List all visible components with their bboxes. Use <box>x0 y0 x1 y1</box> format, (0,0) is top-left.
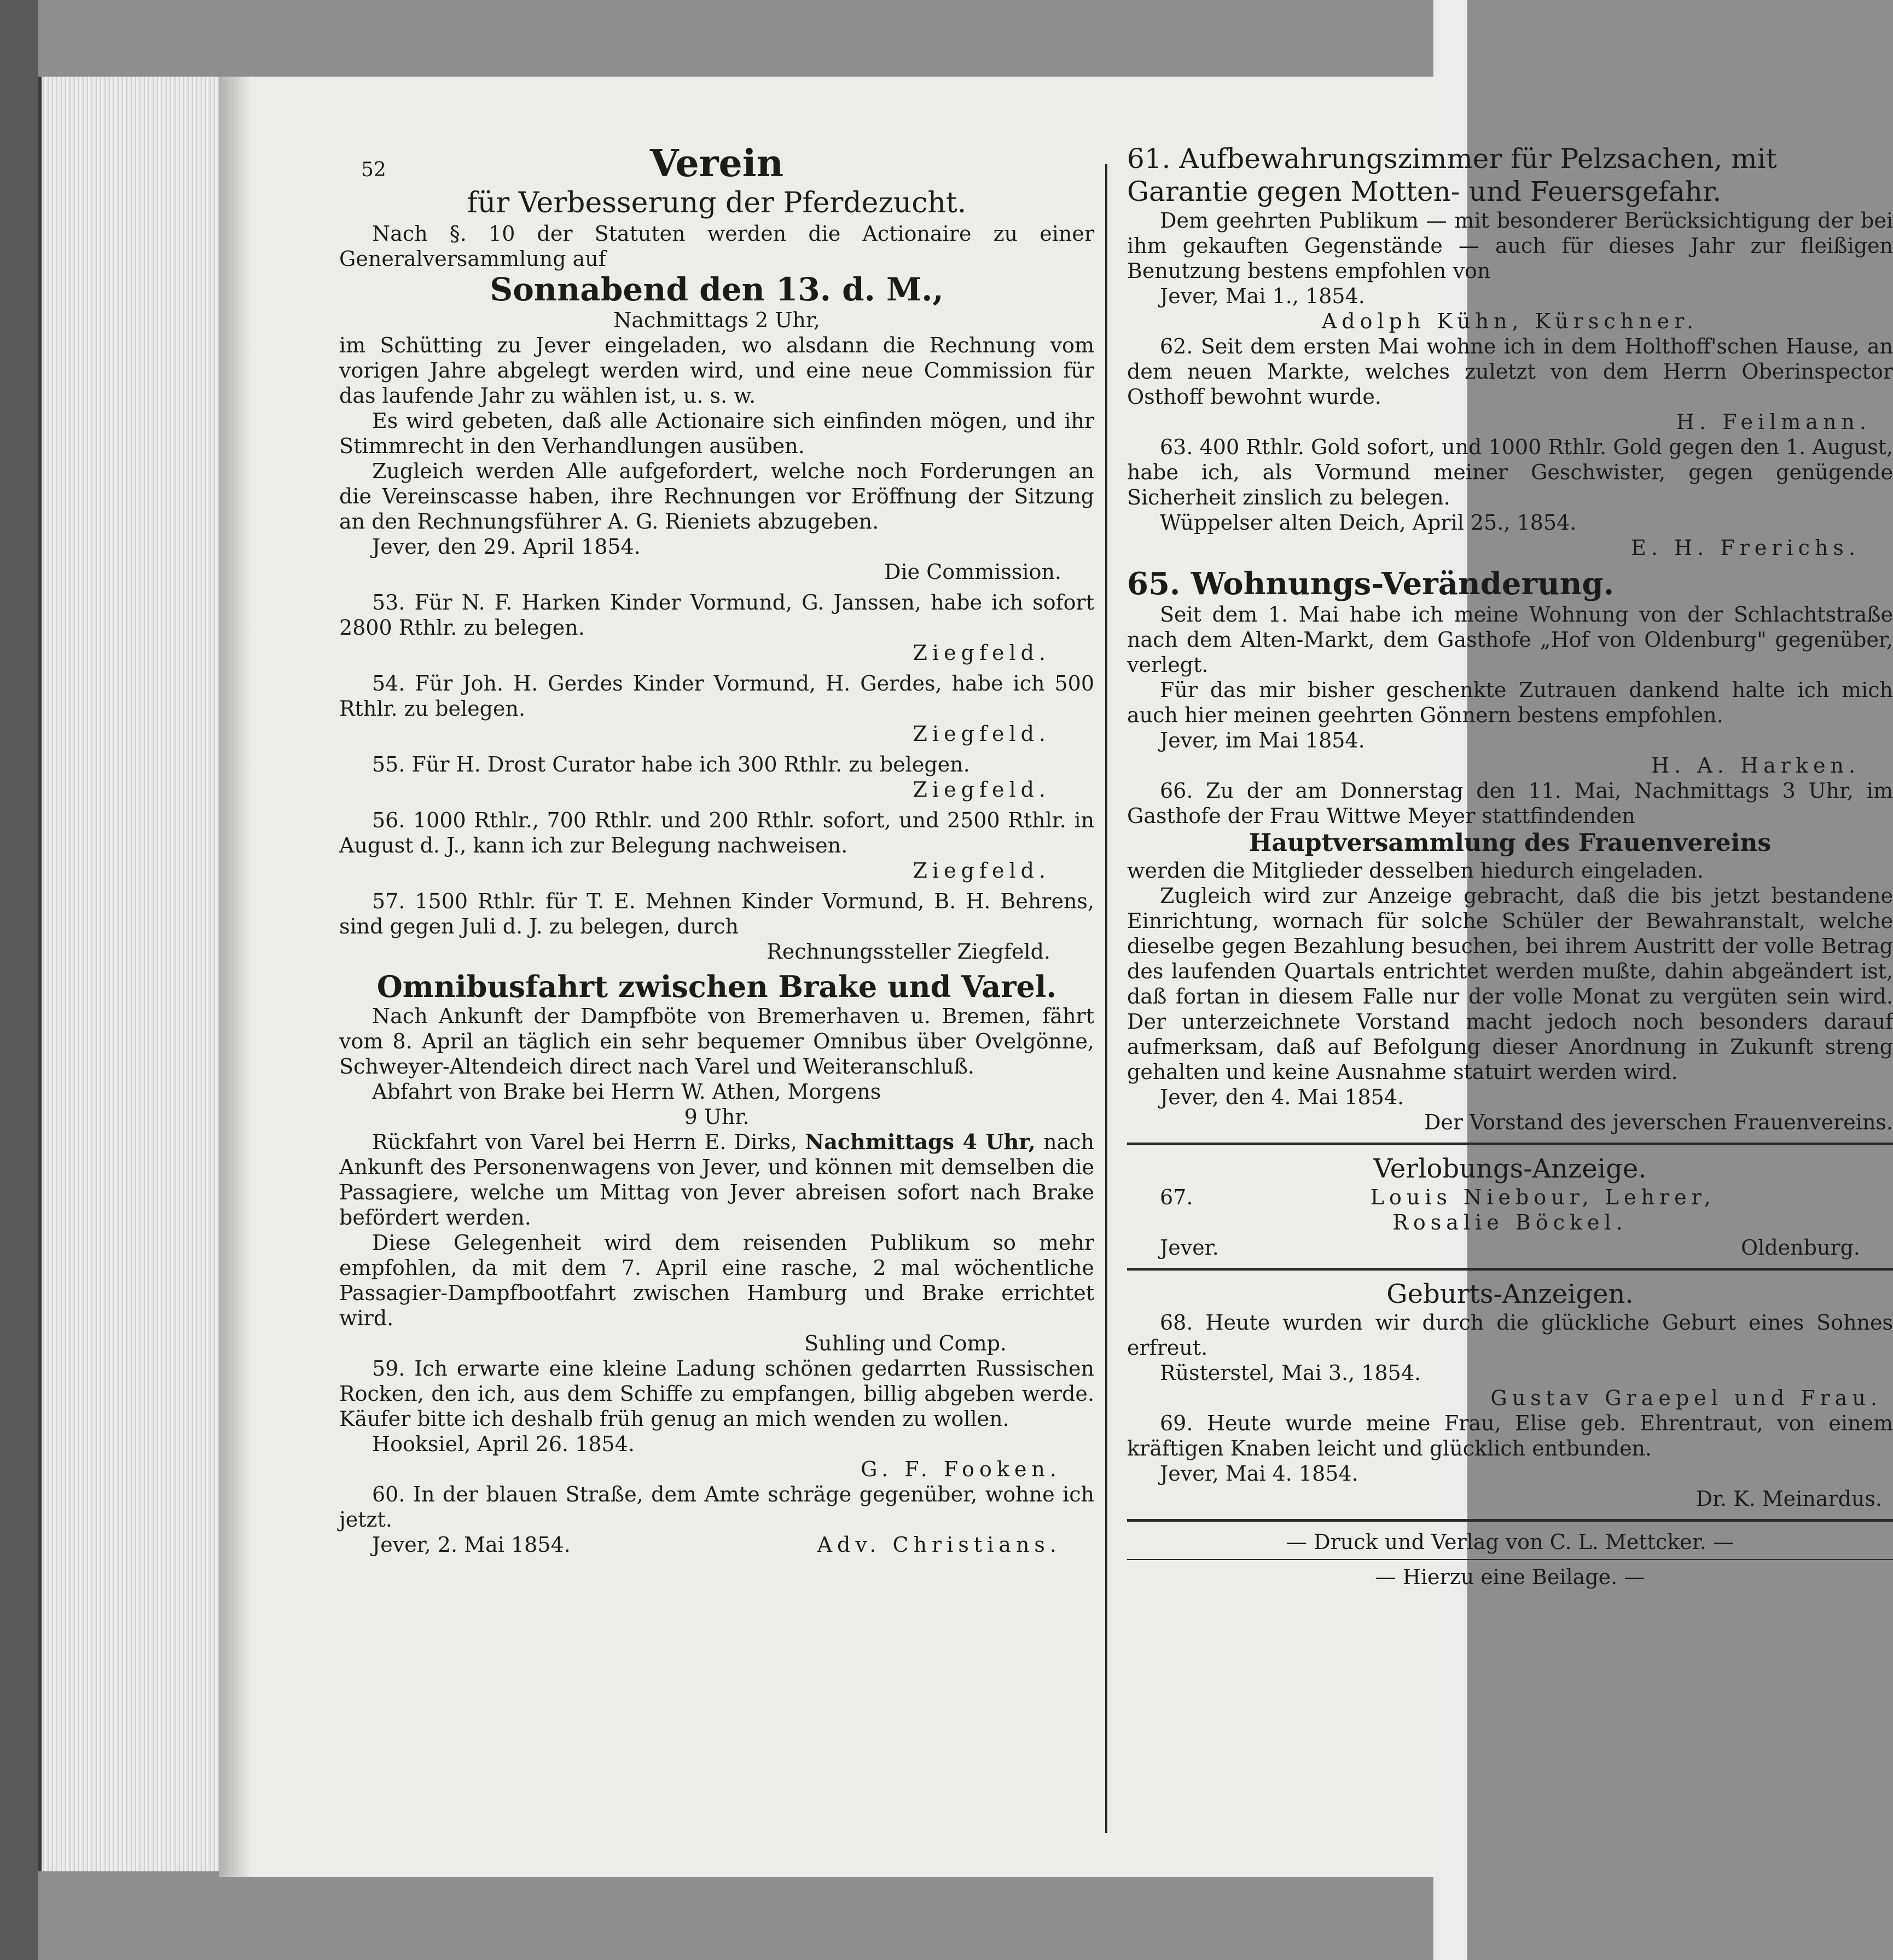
ad-60-place: Jever, 2. Mai 1854. <box>372 1533 571 1557</box>
ad-65-para-2: Für das mir bisher geschenkte Zutrauen dankend halte ich mich auch hier meinen geehrten Gönnern bestens empfohlen. <box>1127 678 1893 727</box>
ad-57-signature: Rechnungssteller Ziegfeld. <box>767 940 1050 964</box>
ad-56-text: 56. 1000 Rthlr., 700 Rthlr. und 200 Rthlr. sofort, und 2500 Rthlr. in August d. J., kann ich zur Belegung nachweisen. <box>339 808 1094 857</box>
ad-66-place: Jever, den 4. Mai 1854. <box>1160 1085 1404 1109</box>
ad-69-place: Jever, Mai 4. 1854. <box>1160 1462 1358 1486</box>
ad-67-groom: Louis Niebour, Lehrer, <box>1370 1185 1716 1209</box>
omnibus-para-4: Diese Gelegenheit wird dem reisenden Publikum so mehr empfohlen, da mit dem 7. April eine rasche, 2 mal wöchentliche Passagier-Dampfbootfahrt zwischen Hamburg und Brake errichtet wird. <box>339 1231 1094 1330</box>
omnibus-title: Omnibusfahrt zwischen Brake und Varel. <box>376 969 1057 1004</box>
verein-signature: Die Commission. <box>884 560 1061 584</box>
page-number: 52 <box>361 159 386 181</box>
verein-title: Verein <box>649 142 784 185</box>
geburt-title: Geburts-Anzeigen. <box>1386 1279 1634 1309</box>
section-rule <box>1127 1268 1893 1271</box>
section-rule <box>1127 1143 1893 1145</box>
newspaper-page <box>219 77 1893 1877</box>
ad-61-title: 61. Aufbewahrungszimmer für Pelzsachen, mit Garantie gegen Motten- und Feuersgefahr. <box>1127 143 1777 207</box>
ad-68-place: Rüsterstel, Mai 3., 1854. <box>1160 1361 1421 1385</box>
column-divider <box>1105 164 1107 1833</box>
ad-65-title: 65. Wohnungs-Veränderung. <box>1127 566 1615 602</box>
ad-67-places <box>1127 1235 1893 1260</box>
omnibus-return-time: Nachmittags 4 Uhr, <box>805 1129 1036 1154</box>
ad-66-para-1: 66. Zu der am Donnerstag den 11. Mai, Nachmittags 3 Uhr, im Gasthofe der Frau Wittwe Meyer stattfindenden <box>1127 779 1893 828</box>
ad-63-signature: E. H. Frerichs. <box>1631 536 1860 560</box>
ad-67-place-right: Oldenburg. <box>1741 1236 1860 1260</box>
ad-61-text: Dem geehrten Publikum — mit besonderer Berücksichtigung der bei ihm gekauften Gegenstände — auch für dieses Jahr zur fleißigen Benutzung bestens empfohlen von <box>1127 208 1893 283</box>
beilage-note: — Hierzu eine Beilage. — <box>1375 1565 1645 1589</box>
right-column <box>1127 142 1893 1590</box>
omnibus-return <box>339 1129 1094 1230</box>
left-column <box>339 142 1094 1557</box>
ad-69-signature: Dr. K. Meinardus. <box>1695 1487 1882 1511</box>
omnibus-para-1: Nach Ankunft der Dampfböte von Bremerhaven u. Bremen, fährt vom 8. April an täglich ein sehr bequemer Omnibus über Ovelgönne, Schweyer-Altendeich direct nach Varel und Weiteranschluß. <box>339 1004 1094 1078</box>
verein-date: Sonnabend den 13. d. M., <box>490 271 944 308</box>
imprint-rule-thin <box>1127 1559 1893 1560</box>
ad-66-heading: Hauptversammlung des Frauenvereins <box>1249 829 1772 857</box>
ad-67-line-1 <box>1127 1185 1893 1210</box>
imprint-rule <box>1127 1519 1893 1522</box>
verein-subtitle: für Verbesserung der Pferdezucht. <box>467 187 967 219</box>
verein-time: Nachmittags 2 Uhr, <box>613 308 820 332</box>
ad-54-signature: Ziegfeld. <box>913 722 1050 746</box>
omnibus-return-c: nach Ankunft des Personenwagens von Jever, und können mit demselben die Passagiere, welche um Mittag von Jever abreisen sofort nach Brake befördert werden. <box>339 1130 1094 1230</box>
ad-61-place: Jever, Mai 1., 1854. <box>1160 284 1365 308</box>
ad-60-signature: Adv. Christians. <box>817 1533 1061 1557</box>
ad-53-text: 53. Für N. F. Harken Kinder Vormund, G. Janssen, habe ich sofort 2800 Rthlr. zu belegen. <box>339 590 1094 640</box>
ad-55-signature: Ziegfeld. <box>913 778 1050 802</box>
ad-66-para-3: Zugleich wird zur Anzeige gebracht, daß die bis jetzt bestandene Einrichtung, wornach für solche Schüler der Bewahranstalt, welche dieselbe gegen Bezahlung besuchen, bei ihrem Austritt der volle Betrag des laufenden Quartals entrichtet werden mußte, dahin abgeändert ist, daß fortan in diesem Falle nur der volle Monat zu vergüten sein wird. Der unterzeichnete Vorstand macht jedoch noch besonders darauf aufmerksam, daß auf Befolgung dieser Anordnung in Zukunft streng gehalten und keine Ausnahme statuirt werden wird. <box>1127 884 1893 1084</box>
ad-66-signature: Der Vorstand des jeverschen Frauenvereins. <box>1424 1110 1893 1134</box>
ad-55-text: 55. Für H. Drost Curator habe ich 300 Rthlr. zu belegen. <box>372 752 970 776</box>
ad-57-text: 57. 1500 Rthlr. für T. E. Mehnen Kinder Vormund, B. H. Behrens, sind gegen Juli d. J. zu belegen, durch <box>339 889 1094 938</box>
ad-62-signature: H. Feilmann. <box>1676 410 1871 434</box>
verlobung-title: Verlobungs-Anzeige. <box>1373 1153 1647 1184</box>
verein-place-date: Jever, den 29. April 1854. <box>372 535 641 559</box>
ad-61-signature: Adolph Kühn, Kürschner. <box>1321 309 1699 333</box>
ad-65-place: Jever, im Mai 1854. <box>1160 728 1365 752</box>
ad-67-bride: Rosalie Böckel. <box>1392 1210 1628 1234</box>
ad-66-para-2: werden die Mitglieder desselben hiedurch eingeladen. <box>1127 859 1704 883</box>
gutter-shadow <box>219 77 252 1877</box>
ad-59-text: 59. Ich erwarte eine kleine Ladung schönen gedarrten Russischen Rocken, den ich, aus dem Schiffe zu empfangen, billig abgeben werde. Käufer bitte ich deshalb früh genug an mich wenden zu wollen. <box>339 1356 1094 1431</box>
book-page-edges <box>38 77 222 1871</box>
ad-65-para-1: Seit dem 1. Mai habe ich meine Wohnung von der Schlachtstraße nach dem Alten-Markt, dem Gasthofe „Hof von Oldenburg" gegenüber, verlegt. <box>1127 602 1893 677</box>
ad-63-text: 63. 400 Rthlr. Gold sofort, und 1000 Rthlr. Gold gegen den 1. August, habe ich, als Vormund meiner Geschwister, gegen genügende Sicherheit zinslich zu belegen. <box>1127 435 1893 509</box>
ad-62-text: 62. Seit dem ersten Mai wohne ich in dem Holthoff'schen Hause, an dem neuen Markte, welches zuletzt von dem Herrn Oberinspector Osthoff bewohnt wurde. <box>1127 334 1893 409</box>
omnibus-departure-time: 9 Uhr. <box>684 1105 750 1129</box>
verein-para-2: im Schütting zu Jever eingeladen, wo alsdann die Rechnung vom vorigen Jahre abgelegt werden wird, und eine neue Commission für das laufende Jahr zu wählen ist, u. s. w. <box>339 333 1094 408</box>
ad-68-signature: Gustav Graepel und Frau. <box>1490 1386 1882 1410</box>
ad-67-number: 67. <box>1160 1185 1193 1209</box>
ad-54-text: 54. Für Joh. H. Gerdes Kinder Vormund, H. Gerdes, habe ich 500 Rthlr. zu belegen. <box>339 671 1094 721</box>
ad-68-text: 68. Heute wurden wir durch die glückliche Geburt eines Sohnes erfreut. <box>1127 1310 1893 1360</box>
verein-para-3: Es wird gebeten, daß alle Actionaire sich einfinden mögen, und ihr Stimmrecht in den Verhandlungen ausüben. <box>339 409 1094 458</box>
ad-67-place-left: Jever. <box>1160 1236 1219 1260</box>
book-spine-shadow <box>0 0 38 1960</box>
ad-56-signature: Ziegfeld. <box>913 859 1050 883</box>
verein-para-1: Nach §. 10 der Statuten werden die Actionaire zu einer Generalversammlung auf <box>339 222 1094 271</box>
ad-59-place: Hooksiel, April 26. 1854. <box>372 1432 635 1456</box>
ad-59-signature: G. F. Fooken. <box>861 1457 1061 1481</box>
ad-65-signature: H. A. Harken. <box>1651 753 1860 778</box>
imprint: — Druck und Verlag von C. L. Mettcker. — <box>1286 1530 1734 1554</box>
omnibus-departure: Abfahrt von Brake bei Herrn W. Athen, Morgens <box>372 1080 881 1104</box>
ad-63-place: Wüppelser alten Deich, April 25., 1854. <box>1160 511 1577 535</box>
omnibus-return-a: Rückfahrt von Varel bei Herrn E. Dirks, <box>372 1130 798 1154</box>
ad-60-text: 60. In der blauen Straße, dem Amte schräge gegenüber, wohne ich jetzt. <box>339 1482 1094 1532</box>
verein-para-4: Zugleich werden Alle aufgefordert, welche noch Forderungen an die Vereinscasse haben, ihre Rechnungen vor Eröffnung der Sitzung an den Rechnungsführer A. G. Rieniets abzugeben. <box>339 459 1094 534</box>
ad-69-text: 69. Heute wurde meine Frau, Elise geb. Ehrentraut, von einem kräftigen Knaben leicht und glücklich entbunden. <box>1127 1411 1893 1460</box>
omnibus-signature: Suhling und Comp. <box>804 1331 1007 1355</box>
ad-53-signature: Ziegfeld. <box>913 641 1050 665</box>
